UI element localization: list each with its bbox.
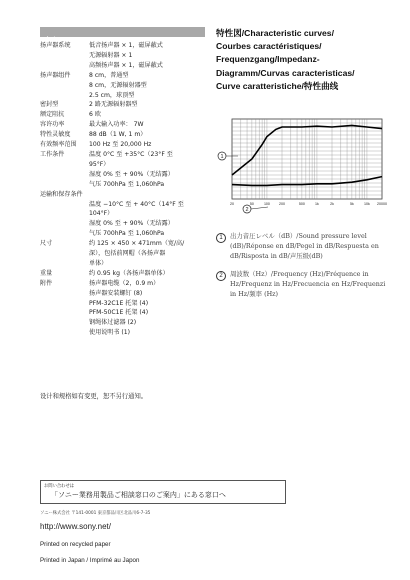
spec-label xyxy=(40,81,89,91)
x-tick-label: 100 xyxy=(263,202,270,206)
spec-row xyxy=(40,170,210,180)
title-line: Curve caratteristiche/特性曲线 xyxy=(216,80,339,91)
spec-row xyxy=(40,229,210,239)
spec-row xyxy=(40,239,210,249)
spec-label: 特性灵敏度 xyxy=(40,131,71,139)
spec-value: 约 0.95 kg（各扬声器单体） xyxy=(89,269,169,277)
legend-item xyxy=(216,270,388,299)
spec-value: PFM-32C1E 托架 (4) xyxy=(89,299,149,307)
spec-label xyxy=(40,170,89,180)
spec-row xyxy=(40,71,210,81)
spec-label xyxy=(40,308,89,318)
spec-value: 无源辐射器 × 1 xyxy=(89,51,133,59)
spec-row xyxy=(40,150,210,160)
spec-label: 附件 xyxy=(40,279,53,287)
spec-label: 尺寸 xyxy=(40,240,53,248)
spec-label: 有效频率范围 xyxy=(40,141,77,149)
marker-1-label: 1 xyxy=(220,154,224,161)
spec-value: 95°F） xyxy=(89,160,110,168)
spec-row xyxy=(40,160,210,170)
spec-label xyxy=(40,219,89,229)
characteristic-curves-title xyxy=(216,27,386,93)
company-address: ソニー株式会社 〒141-0001 東京都品川区北品川6-7-35 xyxy=(40,511,151,516)
legend-item xyxy=(216,232,388,261)
x-tick-label: 200 xyxy=(279,202,285,206)
spec-value: 湿度 0% 至 + 90%（无结露） xyxy=(89,220,174,228)
website-url[interactable]: http://www.sony.net/ xyxy=(40,522,111,531)
legend-number-icon: 1 xyxy=(216,233,226,243)
spec-row xyxy=(40,100,210,110)
title-line: Diagramm/Curvas caracteristicas/ xyxy=(216,67,355,78)
language-header-bar xyxy=(40,27,205,44)
x-tick-label: 10k xyxy=(364,202,370,206)
spec-value: 温度 0°C 至 +35°C（23°F 至 xyxy=(89,150,173,158)
graph-svg xyxy=(216,113,388,215)
spec-label: 密封型 xyxy=(40,101,59,109)
x-tick-label: 1k xyxy=(315,202,319,206)
spec-label xyxy=(40,229,89,239)
spec-row xyxy=(40,51,210,61)
spec-value: 100 Hz 至 20,000 Hz xyxy=(89,141,152,149)
spec-label xyxy=(40,299,89,309)
spec-label xyxy=(40,91,89,101)
spec-label: 容许功率 xyxy=(40,121,65,129)
spec-row xyxy=(40,61,210,71)
spec-label xyxy=(40,289,89,299)
spec-value: 气压 700hPa 至 1,060hPa xyxy=(89,230,165,238)
spec-value: 高频扬声器 × 1，磁屏蔽式 xyxy=(89,61,163,69)
spec-label xyxy=(40,328,89,338)
spec-row xyxy=(40,81,210,91)
language-label: 中文 xyxy=(44,36,58,44)
spec-value: 单体） xyxy=(89,259,108,267)
spec-row xyxy=(40,209,210,219)
spec-label: 工作条件 xyxy=(40,150,65,158)
contact-small-text: お問い合わせは xyxy=(44,484,75,489)
specifications-list xyxy=(40,41,210,338)
title-line: 特性図/Characteristic curves/ xyxy=(216,28,334,38)
spec-value: 6 欧 xyxy=(89,111,101,119)
spec-row xyxy=(40,249,210,259)
spec-row xyxy=(40,299,210,309)
printed-in-note: Printed in Japan / Imprimé au Japon xyxy=(40,557,140,564)
spec-row xyxy=(40,328,210,338)
legend-number-icon: 2 xyxy=(216,271,226,281)
spec-value: 8 cm，普通型 xyxy=(89,71,129,79)
spec-value: 气压 700hPa 至 1,060hPa xyxy=(89,180,165,188)
spec-label xyxy=(40,180,89,190)
title-line: Courbes caractéristiques/ xyxy=(216,41,322,52)
spec-row xyxy=(40,110,210,120)
spec-value: 钢绳体过滤器 (2) xyxy=(89,319,137,327)
spec-value: 深），包括前网帽（各扬声器 xyxy=(89,250,166,258)
spec-value: 约 125 × 450 × 471mm（宽/高/ xyxy=(89,240,185,248)
x-tick-label: 20000 xyxy=(377,202,387,206)
spec-row xyxy=(40,190,210,200)
change-notice: 设计和规格如有变更，恕不另行通知。 xyxy=(40,393,148,400)
x-tick-label: 2k xyxy=(330,202,334,206)
spec-label xyxy=(40,209,89,219)
x-tick-label: 50 xyxy=(249,202,254,206)
spec-value: PFM-50C1E 托架 (4) xyxy=(89,309,149,317)
spec-value: 湿度 0% 至 + 90%（无结露） xyxy=(89,170,174,178)
spec-row xyxy=(40,259,210,269)
spec-row xyxy=(40,279,210,289)
spec-label xyxy=(40,51,89,61)
spec-value: 使用说明书 (1) xyxy=(89,329,131,337)
spec-label: 扬声器系统 xyxy=(40,42,71,49)
spec-row xyxy=(40,308,210,318)
contact-main-text: 「ソニー業務用製品ご相談窓口のご案内」にある窓口へ xyxy=(51,491,226,499)
x-tick-label: 5k xyxy=(349,202,354,206)
x-tick-label: 20 xyxy=(230,202,234,206)
recycled-paper-note: Printed on recycled paper xyxy=(40,541,111,548)
contact-box xyxy=(40,480,286,504)
spec-label: 运输和保存条件 xyxy=(40,190,83,198)
x-tick-label: 500 xyxy=(298,202,305,206)
spec-row xyxy=(40,130,210,140)
frequency-response-graph xyxy=(216,113,388,219)
legend-text: 周波数（Hz）/Frequency (Hz)/Fréquence in Hz/Frequenz in Hz/Frecuencia en Hz/Frequenzi in Hz/频率 (Hz) xyxy=(230,270,386,298)
spec-value: 低音扬声器 × 1，磁屏蔽式 xyxy=(89,42,163,49)
spec-label xyxy=(40,259,89,269)
title-line: Frequenzgang/Impedanz- xyxy=(216,54,320,65)
spec-value: 104°F） xyxy=(89,210,114,218)
spec-value: 2 路无源辐射器型 xyxy=(89,101,138,109)
spec-value: 8 cm，无源辐射器型 xyxy=(89,81,147,89)
spec-value xyxy=(83,190,210,200)
spec-label xyxy=(40,61,89,71)
spec-row xyxy=(40,41,210,51)
graph-legend xyxy=(216,232,388,309)
spec-label xyxy=(40,249,89,259)
spec-row xyxy=(40,140,210,150)
spec-row xyxy=(40,219,210,229)
spec-row xyxy=(40,91,210,101)
spec-row xyxy=(40,120,210,130)
spec-value: 扬声器安装螺钉 (8) xyxy=(89,289,143,297)
spec-row xyxy=(40,200,210,210)
spec-row xyxy=(40,269,210,279)
spec-value: 温度 −10°C 至 + 40°C（14°F 至 xyxy=(89,200,184,208)
spec-label: 额定阻抗 xyxy=(40,111,65,119)
legend-text: 出力音圧レベル（dB）/Sound pressure level (dB)/Réponse en dB/Pegel in dB/Respuesta en dB/Risposta in dB/声压级(dB) xyxy=(230,232,379,260)
spec-row xyxy=(40,289,210,299)
spec-label xyxy=(40,318,89,328)
spec-row xyxy=(40,318,210,328)
spec-value: 88 dB（1 W, 1 m） xyxy=(89,131,147,139)
spec-label xyxy=(40,200,89,210)
spec-label: 重量 xyxy=(40,269,53,277)
spec-value: 最大输入功率： 7W xyxy=(89,121,144,129)
spec-value: 2.5 cm，球顶型 xyxy=(89,91,135,99)
marker-2-label: 2 xyxy=(245,207,249,214)
spec-row xyxy=(40,180,210,190)
spec-label xyxy=(40,160,89,170)
spec-label: 扬声器组件 xyxy=(40,71,71,79)
marker-2-leader xyxy=(251,207,268,209)
spec-value: 扬声器电缆（2，0.9 m） xyxy=(89,279,160,287)
